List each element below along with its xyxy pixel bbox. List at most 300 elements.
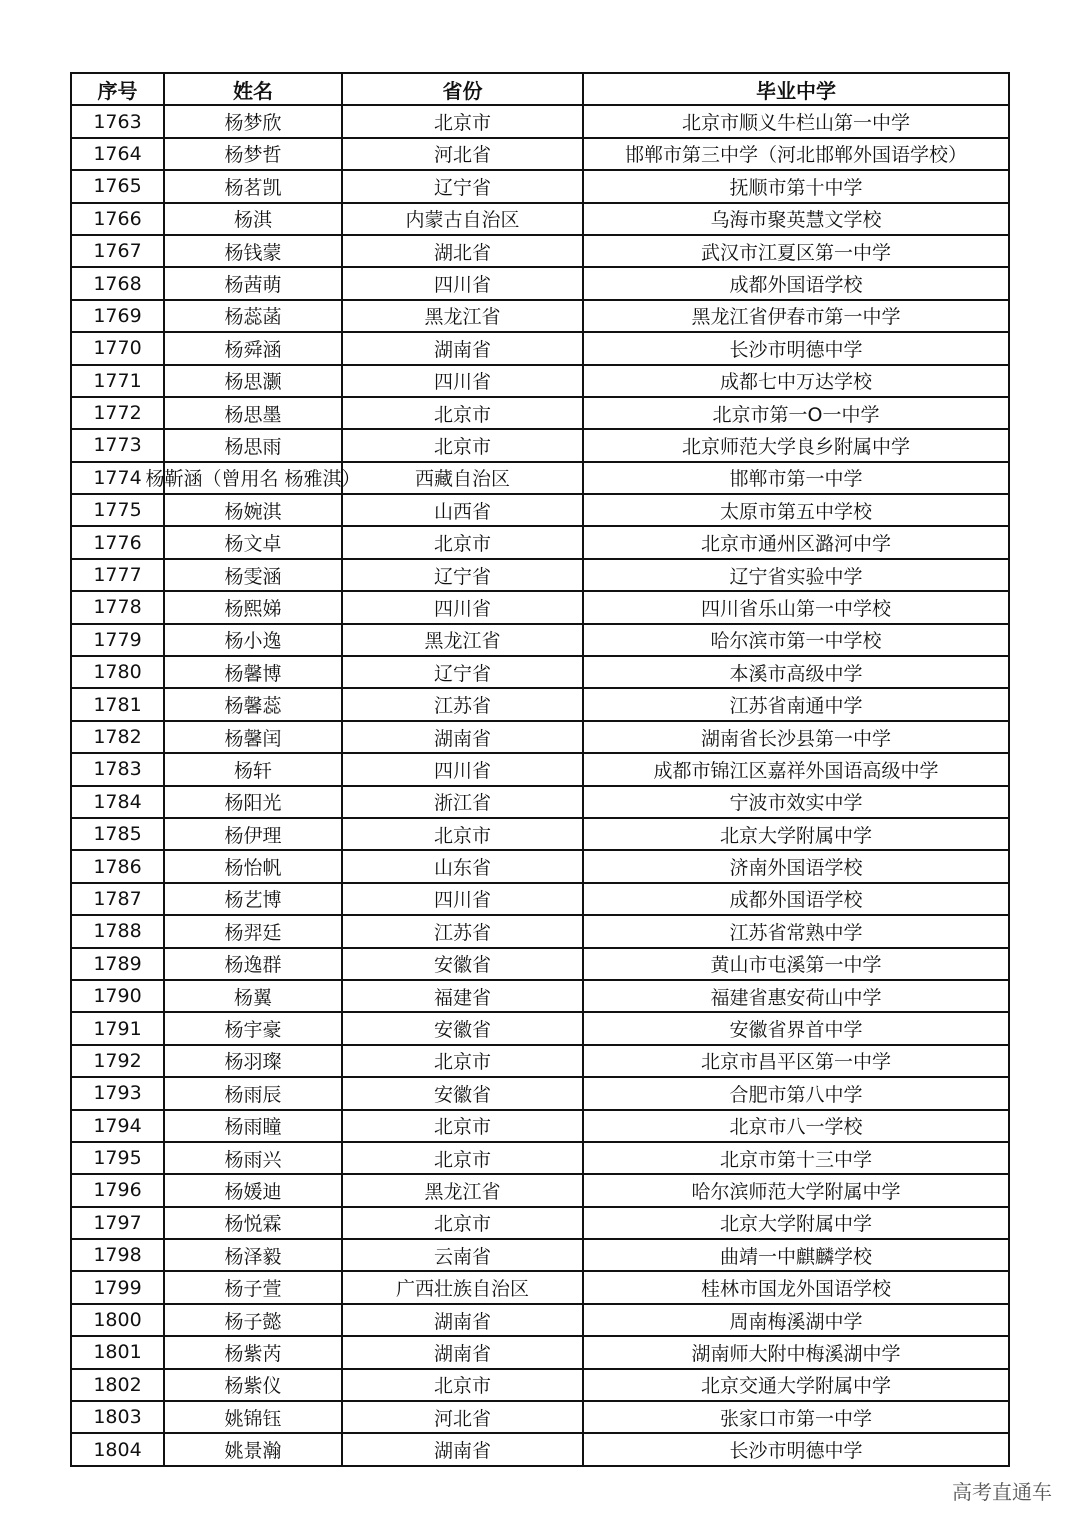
cell-name-text: 杨熙娣 bbox=[224, 597, 282, 620]
cell-name bbox=[164, 494, 342, 526]
cell-province bbox=[342, 300, 583, 332]
cell-name-wrap bbox=[165, 950, 341, 977]
cell-school-wrap bbox=[584, 108, 1008, 135]
cell-index-text: 1794 bbox=[93, 1114, 142, 1137]
cell-index-wrap bbox=[72, 1082, 163, 1104]
cell-index-text: 1782 bbox=[93, 726, 142, 748]
cell-province-wrap bbox=[343, 1145, 582, 1172]
table-row bbox=[71, 526, 1009, 558]
cell-name-wrap bbox=[165, 1307, 341, 1334]
cell-province bbox=[342, 526, 583, 558]
cell-index bbox=[71, 1401, 164, 1433]
cell-school bbox=[583, 300, 1009, 332]
cell-school-wrap bbox=[584, 1080, 1008, 1107]
cell-name-wrap bbox=[165, 1209, 341, 1236]
cell-index-wrap bbox=[72, 1439, 163, 1461]
cell-school bbox=[583, 1336, 1009, 1368]
cell-province-text: 江苏省 bbox=[433, 921, 491, 944]
cell-index-text: 1804 bbox=[93, 1438, 142, 1461]
cell-index-text: 1773 bbox=[93, 434, 142, 457]
cell-province-text: 北京市 bbox=[433, 403, 491, 426]
header-index: 序号 bbox=[71, 73, 164, 105]
cell-index bbox=[71, 397, 164, 429]
cell-index bbox=[71, 559, 164, 591]
cell-school-text: 周南梅溪湖中学 bbox=[729, 1310, 863, 1333]
cell-province-text: 山西省 bbox=[433, 500, 491, 523]
cell-province-wrap bbox=[343, 1339, 582, 1366]
cell-index bbox=[71, 688, 164, 720]
cell-school bbox=[583, 1271, 1009, 1303]
cell-name-text: 杨梦欣 bbox=[224, 112, 282, 135]
cell-school-wrap bbox=[584, 562, 1008, 589]
cell-province bbox=[342, 1401, 583, 1433]
cell-index-wrap bbox=[72, 1115, 163, 1137]
cell-name bbox=[164, 526, 342, 558]
cell-index-text: 1799 bbox=[93, 1276, 142, 1299]
cell-index-wrap bbox=[72, 791, 163, 813]
cell-name-wrap bbox=[165, 173, 341, 200]
cell-school-wrap bbox=[584, 821, 1008, 848]
table-row bbox=[71, 980, 1009, 1012]
cell-name bbox=[164, 235, 342, 267]
cell-province-text: 湖南省 bbox=[433, 1342, 491, 1365]
cell-school-text: 北京师范大学良乡附属中学 bbox=[681, 435, 910, 458]
cell-name-text: 杨舜涵 bbox=[224, 338, 282, 361]
cell-school-text: 武汉市江夏区第一中学 bbox=[700, 241, 891, 264]
cell-index bbox=[71, 1239, 164, 1271]
cell-school bbox=[583, 883, 1009, 915]
cell-index bbox=[71, 1304, 164, 1336]
cell-school-wrap bbox=[584, 464, 1008, 491]
cell-index bbox=[71, 591, 164, 623]
cell-school bbox=[583, 235, 1009, 267]
cell-school bbox=[583, 1304, 1009, 1336]
cell-province-wrap bbox=[343, 691, 582, 718]
cell-school-wrap bbox=[584, 788, 1008, 815]
cell-index-text: 1766 bbox=[93, 207, 142, 230]
cell-school bbox=[583, 1433, 1009, 1465]
cell-name-text: 杨雨兴 bbox=[224, 1148, 282, 1171]
cell-index bbox=[71, 138, 164, 170]
cell-name-text: 杨轩 bbox=[233, 759, 272, 782]
cell-province-text: 湖南省 bbox=[433, 1310, 491, 1333]
cell-province bbox=[342, 1174, 583, 1206]
cell-school-text: 北京市八一学校 bbox=[729, 1116, 863, 1139]
cell-school-wrap bbox=[584, 724, 1008, 751]
cell-name-text: 姚锦钰 bbox=[224, 1407, 282, 1430]
cell-school-wrap bbox=[584, 950, 1008, 977]
cell-index bbox=[71, 883, 164, 915]
cell-name bbox=[164, 850, 342, 882]
cell-school-text: 辽宁省实验中学 bbox=[729, 565, 863, 588]
cell-index-text: 1803 bbox=[93, 1406, 142, 1429]
cell-index-text: 1768 bbox=[93, 272, 142, 295]
cell-province bbox=[342, 1207, 583, 1239]
cell-province bbox=[342, 883, 583, 915]
cell-index bbox=[71, 656, 164, 688]
cell-index bbox=[71, 429, 164, 461]
cell-province-wrap bbox=[343, 594, 582, 621]
cell-name-text: 杨悦霖 bbox=[224, 1213, 282, 1236]
cell-name-wrap bbox=[165, 1047, 341, 1074]
cell-index bbox=[71, 1369, 164, 1401]
cell-name-text: 杨紫仪 bbox=[224, 1375, 282, 1398]
cell-index bbox=[71, 753, 164, 785]
cell-school bbox=[583, 688, 1009, 720]
cell-name-text: 杨艺博 bbox=[224, 889, 282, 912]
cell-index-text: 1786 bbox=[93, 855, 142, 878]
cell-province-wrap bbox=[343, 983, 582, 1010]
cell-school bbox=[583, 980, 1009, 1012]
cell-name-text: 杨婉淇 bbox=[224, 500, 282, 523]
cell-index bbox=[71, 1174, 164, 1206]
cell-name-text: 杨思墨 bbox=[224, 403, 282, 426]
cell-school-wrap bbox=[584, 238, 1008, 265]
cell-index bbox=[71, 203, 164, 235]
cell-index-text: 1791 bbox=[93, 1017, 142, 1040]
cell-school-wrap bbox=[584, 626, 1008, 653]
cell-province-wrap bbox=[343, 1274, 582, 1301]
cell-index-wrap bbox=[72, 694, 163, 716]
cell-name-text: 杨馨蕊 bbox=[224, 695, 282, 718]
cell-name-wrap bbox=[165, 335, 341, 362]
cell-name-text: 杨雨瞳 bbox=[224, 1116, 282, 1139]
cell-school-text: 哈尔滨市第一中学校 bbox=[710, 630, 882, 653]
cell-province-wrap bbox=[343, 238, 582, 265]
cell-school-text: 济南外国语学校 bbox=[729, 857, 863, 880]
cell-name-text: 杨淇 bbox=[233, 209, 272, 232]
cell-index-text: 1802 bbox=[93, 1373, 142, 1396]
cell-province-wrap bbox=[343, 1404, 582, 1431]
table-row bbox=[71, 656, 1009, 688]
cell-name-wrap bbox=[165, 1015, 341, 1042]
cell-name-wrap bbox=[165, 626, 341, 653]
cell-name-wrap bbox=[165, 205, 341, 232]
cell-name-text: 杨馨博 bbox=[224, 662, 282, 685]
cell-name bbox=[164, 300, 342, 332]
cell-index-text: 1772 bbox=[93, 402, 142, 425]
cell-name bbox=[164, 688, 342, 720]
graduates-table bbox=[70, 72, 1010, 1467]
cell-index-wrap bbox=[72, 1309, 163, 1331]
cell-province-text: 黑龙江省 bbox=[424, 1180, 501, 1203]
cell-name-wrap bbox=[165, 821, 341, 848]
cell-school bbox=[583, 397, 1009, 429]
cell-index bbox=[71, 170, 164, 202]
cell-index-text: 1764 bbox=[93, 142, 142, 165]
cell-index-wrap bbox=[72, 532, 163, 554]
cell-province-wrap bbox=[343, 432, 582, 459]
table-row bbox=[71, 462, 1009, 494]
cell-school-text: 北京大学附属中学 bbox=[719, 824, 872, 847]
cell-school bbox=[583, 591, 1009, 623]
table-row bbox=[71, 1336, 1009, 1368]
cell-index-wrap bbox=[72, 1212, 163, 1234]
table-row bbox=[71, 818, 1009, 850]
cell-school-wrap bbox=[584, 1177, 1008, 1204]
cell-name bbox=[164, 721, 342, 753]
cell-province-text: 北京市 bbox=[433, 824, 491, 847]
cell-name bbox=[164, 948, 342, 980]
cell-province-wrap bbox=[343, 1436, 582, 1463]
cell-school-wrap bbox=[584, 1307, 1008, 1334]
cell-school bbox=[583, 1142, 1009, 1174]
cell-school bbox=[583, 1239, 1009, 1271]
cell-name bbox=[164, 1174, 342, 1206]
cell-school bbox=[583, 526, 1009, 558]
cell-name-text: 杨紫芮 bbox=[224, 1342, 282, 1365]
watermark: 高考直通车 bbox=[952, 1480, 1052, 1504]
cell-province-wrap bbox=[343, 756, 582, 783]
cell-name bbox=[164, 138, 342, 170]
cell-index bbox=[71, 365, 164, 397]
cell-name-text: 杨子懿 bbox=[224, 1310, 282, 1333]
cell-province-wrap bbox=[343, 1080, 582, 1107]
cell-province-text: 四川省 bbox=[433, 274, 491, 297]
cell-province-wrap bbox=[343, 821, 582, 848]
cell-name-text: 杨雨辰 bbox=[224, 1083, 282, 1106]
cell-province-wrap bbox=[343, 173, 582, 200]
table-row bbox=[71, 235, 1009, 267]
cell-province-text: 黑龙江省 bbox=[424, 306, 501, 329]
cell-name-wrap bbox=[165, 1436, 341, 1463]
cell-index bbox=[71, 948, 164, 980]
cell-school-text: 四川省乐山第一中学校 bbox=[700, 597, 891, 620]
cell-school-text: 乌海市聚英慧文学校 bbox=[710, 209, 882, 232]
cell-school bbox=[583, 365, 1009, 397]
cell-school-wrap bbox=[584, 1242, 1008, 1269]
table-row bbox=[71, 300, 1009, 332]
cell-school-wrap bbox=[584, 270, 1008, 297]
cell-school-wrap bbox=[584, 1274, 1008, 1301]
cell-school-text: 成都七中万达学校 bbox=[719, 371, 872, 394]
cell-province bbox=[342, 591, 583, 623]
cell-name bbox=[164, 1077, 342, 1109]
cell-province bbox=[342, 1369, 583, 1401]
cell-index-wrap bbox=[72, 953, 163, 975]
cell-name-wrap bbox=[165, 529, 341, 556]
cell-province-text: 河北省 bbox=[433, 1407, 491, 1430]
cell-name bbox=[164, 203, 342, 235]
cell-index-wrap bbox=[72, 111, 163, 133]
cell-index bbox=[71, 1271, 164, 1303]
cell-name bbox=[145, 462, 361, 494]
cell-name-wrap bbox=[165, 1080, 341, 1107]
cell-school-text: 抚顺市第十中学 bbox=[729, 176, 863, 199]
cell-school-text: 北京市通州区潞河中学 bbox=[700, 533, 891, 556]
cell-province-text: 浙江省 bbox=[433, 792, 491, 815]
cell-province-wrap bbox=[343, 1177, 582, 1204]
cell-school-text: 北京大学附属中学 bbox=[719, 1213, 872, 1236]
cell-name-text: 杨馨闰 bbox=[224, 727, 282, 750]
cell-name-text: 杨媛迪 bbox=[224, 1180, 282, 1203]
cell-index bbox=[71, 235, 164, 267]
cell-name bbox=[164, 1207, 342, 1239]
cell-province bbox=[342, 656, 583, 688]
cell-province bbox=[342, 235, 583, 267]
cell-province-text: 河北省 bbox=[433, 144, 491, 167]
cell-province-wrap bbox=[343, 108, 582, 135]
table-row bbox=[71, 721, 1009, 753]
cell-province bbox=[342, 267, 583, 299]
cell-school bbox=[583, 656, 1009, 688]
cell-province-text: 四川省 bbox=[433, 759, 491, 782]
cell-school bbox=[583, 1174, 1009, 1206]
cell-name bbox=[164, 980, 342, 1012]
cell-name-text: 杨思雨 bbox=[224, 435, 282, 458]
cell-school-wrap bbox=[584, 918, 1008, 945]
cell-index-wrap bbox=[72, 1374, 163, 1396]
cell-school-text: 黑龙江省伊春市第一中学 bbox=[691, 306, 901, 329]
cell-index-text: 1779 bbox=[93, 628, 142, 651]
cell-name-wrap bbox=[165, 724, 341, 751]
cell-name bbox=[164, 267, 342, 299]
cell-name-text: 杨蕊菡 bbox=[224, 306, 282, 329]
cell-index-text: 1769 bbox=[93, 304, 142, 327]
cell-index-wrap bbox=[72, 1018, 163, 1040]
table-row bbox=[71, 170, 1009, 202]
cell-index-wrap bbox=[72, 499, 163, 521]
cell-school-text: 本溪市高级中学 bbox=[729, 662, 863, 685]
cell-school bbox=[583, 170, 1009, 202]
cell-name-wrap bbox=[165, 400, 341, 427]
table-row bbox=[71, 365, 1009, 397]
cell-school-text: 北京市第十三中学 bbox=[719, 1148, 872, 1171]
cell-province-wrap bbox=[343, 659, 582, 686]
cell-province bbox=[342, 170, 583, 202]
cell-province bbox=[342, 786, 583, 818]
cell-province-text: 北京市 bbox=[433, 1213, 491, 1236]
cell-name-text: 杨茜萌 bbox=[224, 274, 282, 297]
cell-name-text: 杨泽毅 bbox=[224, 1245, 282, 1268]
cell-province-wrap bbox=[343, 270, 582, 297]
cell-index-wrap bbox=[72, 920, 163, 942]
cell-school-text: 合肥市第八中学 bbox=[729, 1083, 863, 1106]
cell-name bbox=[164, 1433, 342, 1465]
cell-name-text: 杨羽璨 bbox=[224, 1051, 282, 1074]
cell-index-wrap bbox=[72, 175, 163, 197]
cell-name-wrap bbox=[165, 659, 341, 686]
cell-name-wrap bbox=[165, 140, 341, 167]
cell-province bbox=[342, 721, 583, 753]
cell-province-text: 四川省 bbox=[433, 889, 491, 912]
cell-province-wrap bbox=[343, 205, 582, 232]
cell-name bbox=[164, 332, 342, 364]
cell-index-wrap bbox=[72, 823, 163, 845]
table-row bbox=[71, 850, 1009, 882]
cell-index-wrap bbox=[72, 1406, 163, 1428]
cell-province bbox=[342, 1304, 583, 1336]
table-row bbox=[71, 1304, 1009, 1336]
cell-school-text: 张家口市第一中学 bbox=[719, 1407, 872, 1430]
cell-school bbox=[583, 1077, 1009, 1109]
cell-name-text: 杨文卓 bbox=[224, 533, 282, 556]
cell-school-text: 太原市第五中学校 bbox=[719, 500, 872, 523]
cell-index-text: 1795 bbox=[93, 1147, 142, 1170]
cell-index bbox=[71, 1077, 164, 1109]
cell-province bbox=[342, 1336, 583, 1368]
cell-index-text: 1777 bbox=[93, 564, 142, 587]
cell-province bbox=[342, 624, 583, 656]
cell-name-text: 杨梦哲 bbox=[224, 144, 282, 167]
cell-index-text: 1797 bbox=[93, 1211, 142, 1234]
table-row bbox=[71, 883, 1009, 915]
cell-province-text: 广西壮族自治区 bbox=[395, 1278, 529, 1301]
cell-name-text: 杨钱蒙 bbox=[224, 241, 282, 264]
cell-index-text: 1792 bbox=[93, 1049, 142, 1072]
cell-name-wrap bbox=[165, 302, 341, 329]
cell-province-wrap bbox=[343, 853, 582, 880]
cell-index bbox=[71, 721, 164, 753]
cell-province-wrap bbox=[343, 302, 582, 329]
cell-index-text: 1778 bbox=[93, 596, 142, 619]
cell-school-text: 福建省惠安荷山中学 bbox=[710, 986, 882, 1009]
cell-school bbox=[583, 332, 1009, 364]
cell-school bbox=[583, 915, 1009, 947]
cell-name-wrap bbox=[165, 885, 341, 912]
cell-province-wrap bbox=[343, 140, 582, 167]
cell-index-wrap bbox=[72, 143, 163, 165]
cell-school bbox=[583, 1369, 1009, 1401]
cell-name bbox=[164, 170, 342, 202]
cell-school-wrap bbox=[584, 691, 1008, 718]
cell-school-text: 江苏省常熟中学 bbox=[729, 921, 863, 944]
cell-school-wrap bbox=[584, 173, 1008, 200]
cell-province-text: 北京市 bbox=[433, 435, 491, 458]
cell-school-text: 北京市昌平区第一中学 bbox=[700, 1051, 891, 1074]
cell-name-wrap bbox=[165, 497, 341, 524]
cell-name-wrap bbox=[165, 367, 341, 394]
cell-province-text: 辽宁省 bbox=[433, 662, 491, 685]
cell-name-wrap bbox=[165, 691, 341, 718]
cell-province bbox=[342, 1012, 583, 1044]
table-row bbox=[71, 203, 1009, 235]
cell-index-wrap bbox=[72, 985, 163, 1007]
cell-province-wrap bbox=[343, 626, 582, 653]
cell-name-text: 杨靳涵（曾用名 杨雅淇） bbox=[145, 468, 361, 491]
cell-name-text: 杨思灏 bbox=[224, 371, 282, 394]
cell-province bbox=[342, 462, 583, 494]
table-row bbox=[71, 915, 1009, 947]
cell-province-text: 湖北省 bbox=[433, 241, 491, 264]
cell-name bbox=[164, 1271, 342, 1303]
cell-index-text: 1801 bbox=[93, 1341, 142, 1364]
cell-name-wrap bbox=[165, 1145, 341, 1172]
cell-school bbox=[583, 1110, 1009, 1142]
cell-school-wrap bbox=[584, 1339, 1008, 1366]
table-row bbox=[71, 591, 1009, 623]
cell-name bbox=[164, 624, 342, 656]
cell-school-wrap bbox=[584, 335, 1008, 362]
cell-province-wrap bbox=[343, 367, 582, 394]
cell-index-wrap bbox=[72, 434, 163, 456]
cell-index bbox=[71, 786, 164, 818]
cell-name bbox=[164, 656, 342, 688]
table-row bbox=[71, 1207, 1009, 1239]
cell-province bbox=[342, 1077, 583, 1109]
cell-province-wrap bbox=[343, 1112, 582, 1139]
table-row bbox=[71, 1174, 1009, 1206]
cell-province-text: 湖南省 bbox=[433, 338, 491, 361]
cell-name-text: 杨逸群 bbox=[224, 954, 282, 977]
cell-name-wrap bbox=[165, 1339, 341, 1366]
cell-school-wrap bbox=[584, 659, 1008, 686]
cell-name-wrap bbox=[165, 918, 341, 945]
cell-province bbox=[342, 138, 583, 170]
cell-province-text: 安徽省 bbox=[433, 954, 491, 977]
cell-school-wrap bbox=[584, 1015, 1008, 1042]
cell-name-wrap bbox=[165, 108, 341, 135]
